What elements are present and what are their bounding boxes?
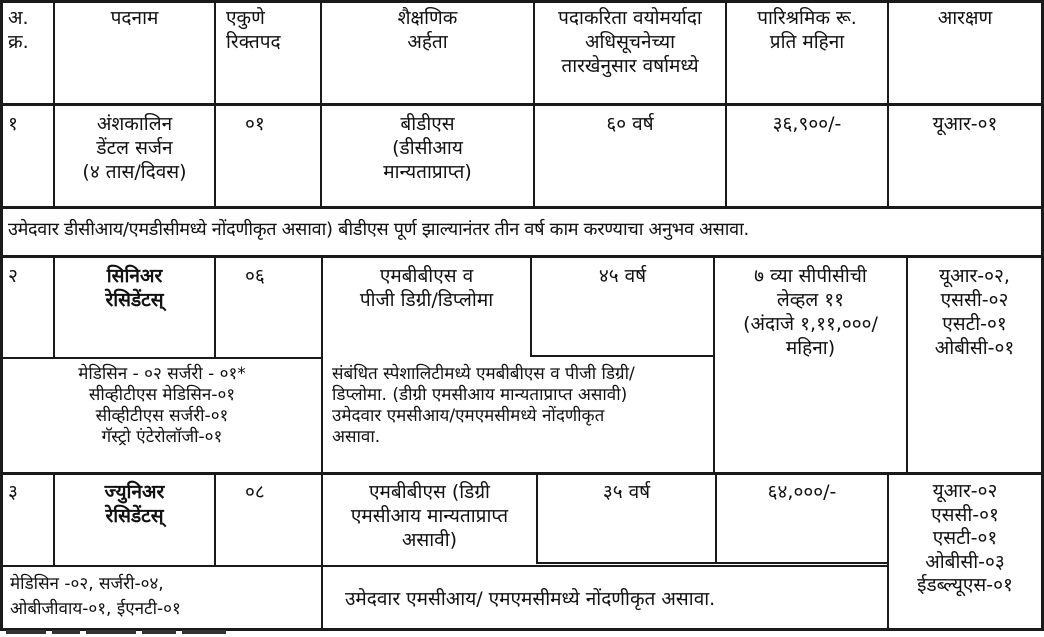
rule-row3-left-split: [0, 565, 321, 567]
row3-pay: ६४,०००/-: [767, 481, 837, 503]
col-post-right: [214, 0, 216, 207]
row3-departments: मेडिसिन -०२, सर्जरी-०४, ओबीजीवाय-०१, ईएनटी-०१: [10, 574, 181, 619]
rule-row2-age-bottom: [530, 355, 714, 357]
row3-details: उमेदवार एमसीआय/ एमएमसीमध्ये नोंदणीकृत असावा.: [345, 588, 716, 610]
rule-row3-age-bottom: [536, 562, 888, 564]
row1-post: अंशकालिन डेंटल सर्जन (४ तास/दिवस): [82, 113, 187, 183]
row2-reservation: यूआर-०२, एससी-०२ एसटी-०१ ओबीसी-०१: [934, 265, 1015, 359]
row2-age: ४५ वर्ष: [598, 265, 647, 287]
col-pay-right: [887, 0, 889, 207]
r2-post-right: [214, 256, 216, 358]
row3-age: ३५ वर्ष: [602, 481, 651, 503]
header-age: पदाकरिता वयोमर्यादा अधिसूचनेच्या तारखेनुसार वर्षामध्ये: [558, 7, 702, 77]
rule-row1-bottom: [0, 255, 1044, 258]
row3-sr: ३: [8, 481, 18, 503]
row1-qualification: बीडीएस (डीसीआय मान्यताप्राप्त): [383, 113, 472, 183]
row1-reservation: यूआर-०१: [932, 113, 998, 135]
row2-pay: ७ व्या सीपीसीची लेव्हल ११ (अंदाजे १,११,०००/ महिना): [743, 265, 878, 359]
header-sr: अ. क्र.: [8, 7, 29, 53]
row1-sr: १: [8, 113, 18, 135]
row3-reservation: यूआर-०२ एससी-०१ एसटी-०१ ओबीसी-०३ ईडब्ल्यूएस-०१: [917, 480, 1013, 596]
row1-note: उमेदवार डीसीआय/एमडीसीमध्ये नोंदणीकृत असावा) बीडीएस पूर्ण झाल्यानंतर तीन वर्ष काम करण्याचा अनुभव असावा.: [8, 219, 749, 240]
row2-departments: मेडिसिन - ०२ सर्जरी - ०१* सीव्हीटीएस मेडिसिन-०१ सीव्हीटीएस सर्जरी-०१ गॅस्ट्रो एंटेरोलॉजी-०१: [78, 364, 246, 447]
row1-age: ६० वर्ष: [606, 113, 654, 135]
row2-vacancies: ०६: [245, 265, 265, 287]
row2-details: संबंधित स्पेशालिटीमध्ये एमबीबीएस व पीजी डिग्री/ डिप्लोमा. (डीग्री एमसीआय मान्यताप्राप्त असावी) उमेदवार एमसीआय/एमएमसीमध्ये नोंदणीकृत असावा.: [332, 364, 635, 447]
rule-left: [0, 0, 3, 631]
r3-post-right: [214, 473, 216, 566]
row1-vacancies: ०१: [245, 113, 265, 135]
header-vacancies: एकुणे रिक्तपद: [226, 7, 281, 53]
cropped-text-line: [6, 630, 236, 637]
header-reservation: आरक्षण: [937, 7, 993, 29]
rule-row3-mid-split: [321, 565, 887, 567]
row3-post: ज्युनिअर रेसिडेंटस्: [104, 481, 165, 527]
row1-pay: ३६,९००/-: [772, 113, 842, 135]
header-pay: पारिश्रमिक रू. प्रति महिना: [757, 7, 857, 53]
row2-qualification: एमबीबीएस व पीजी डिग्री/डिप्लोमा: [359, 265, 494, 311]
row3-qualification: एमबीबीएस (डिग्री एमसीआय मान्यताप्राप्त असावी): [350, 481, 509, 551]
rule-row2-left-split: [0, 357, 321, 359]
row2-post: सिनिअर रेसिडेंटस्: [105, 265, 164, 311]
header-qualification: शैक्षणिक अर्हता: [397, 7, 458, 53]
header-post: पदनाम: [110, 7, 159, 29]
row2-sr: २: [8, 265, 18, 287]
row3-vacancies: ०८: [245, 481, 265, 503]
